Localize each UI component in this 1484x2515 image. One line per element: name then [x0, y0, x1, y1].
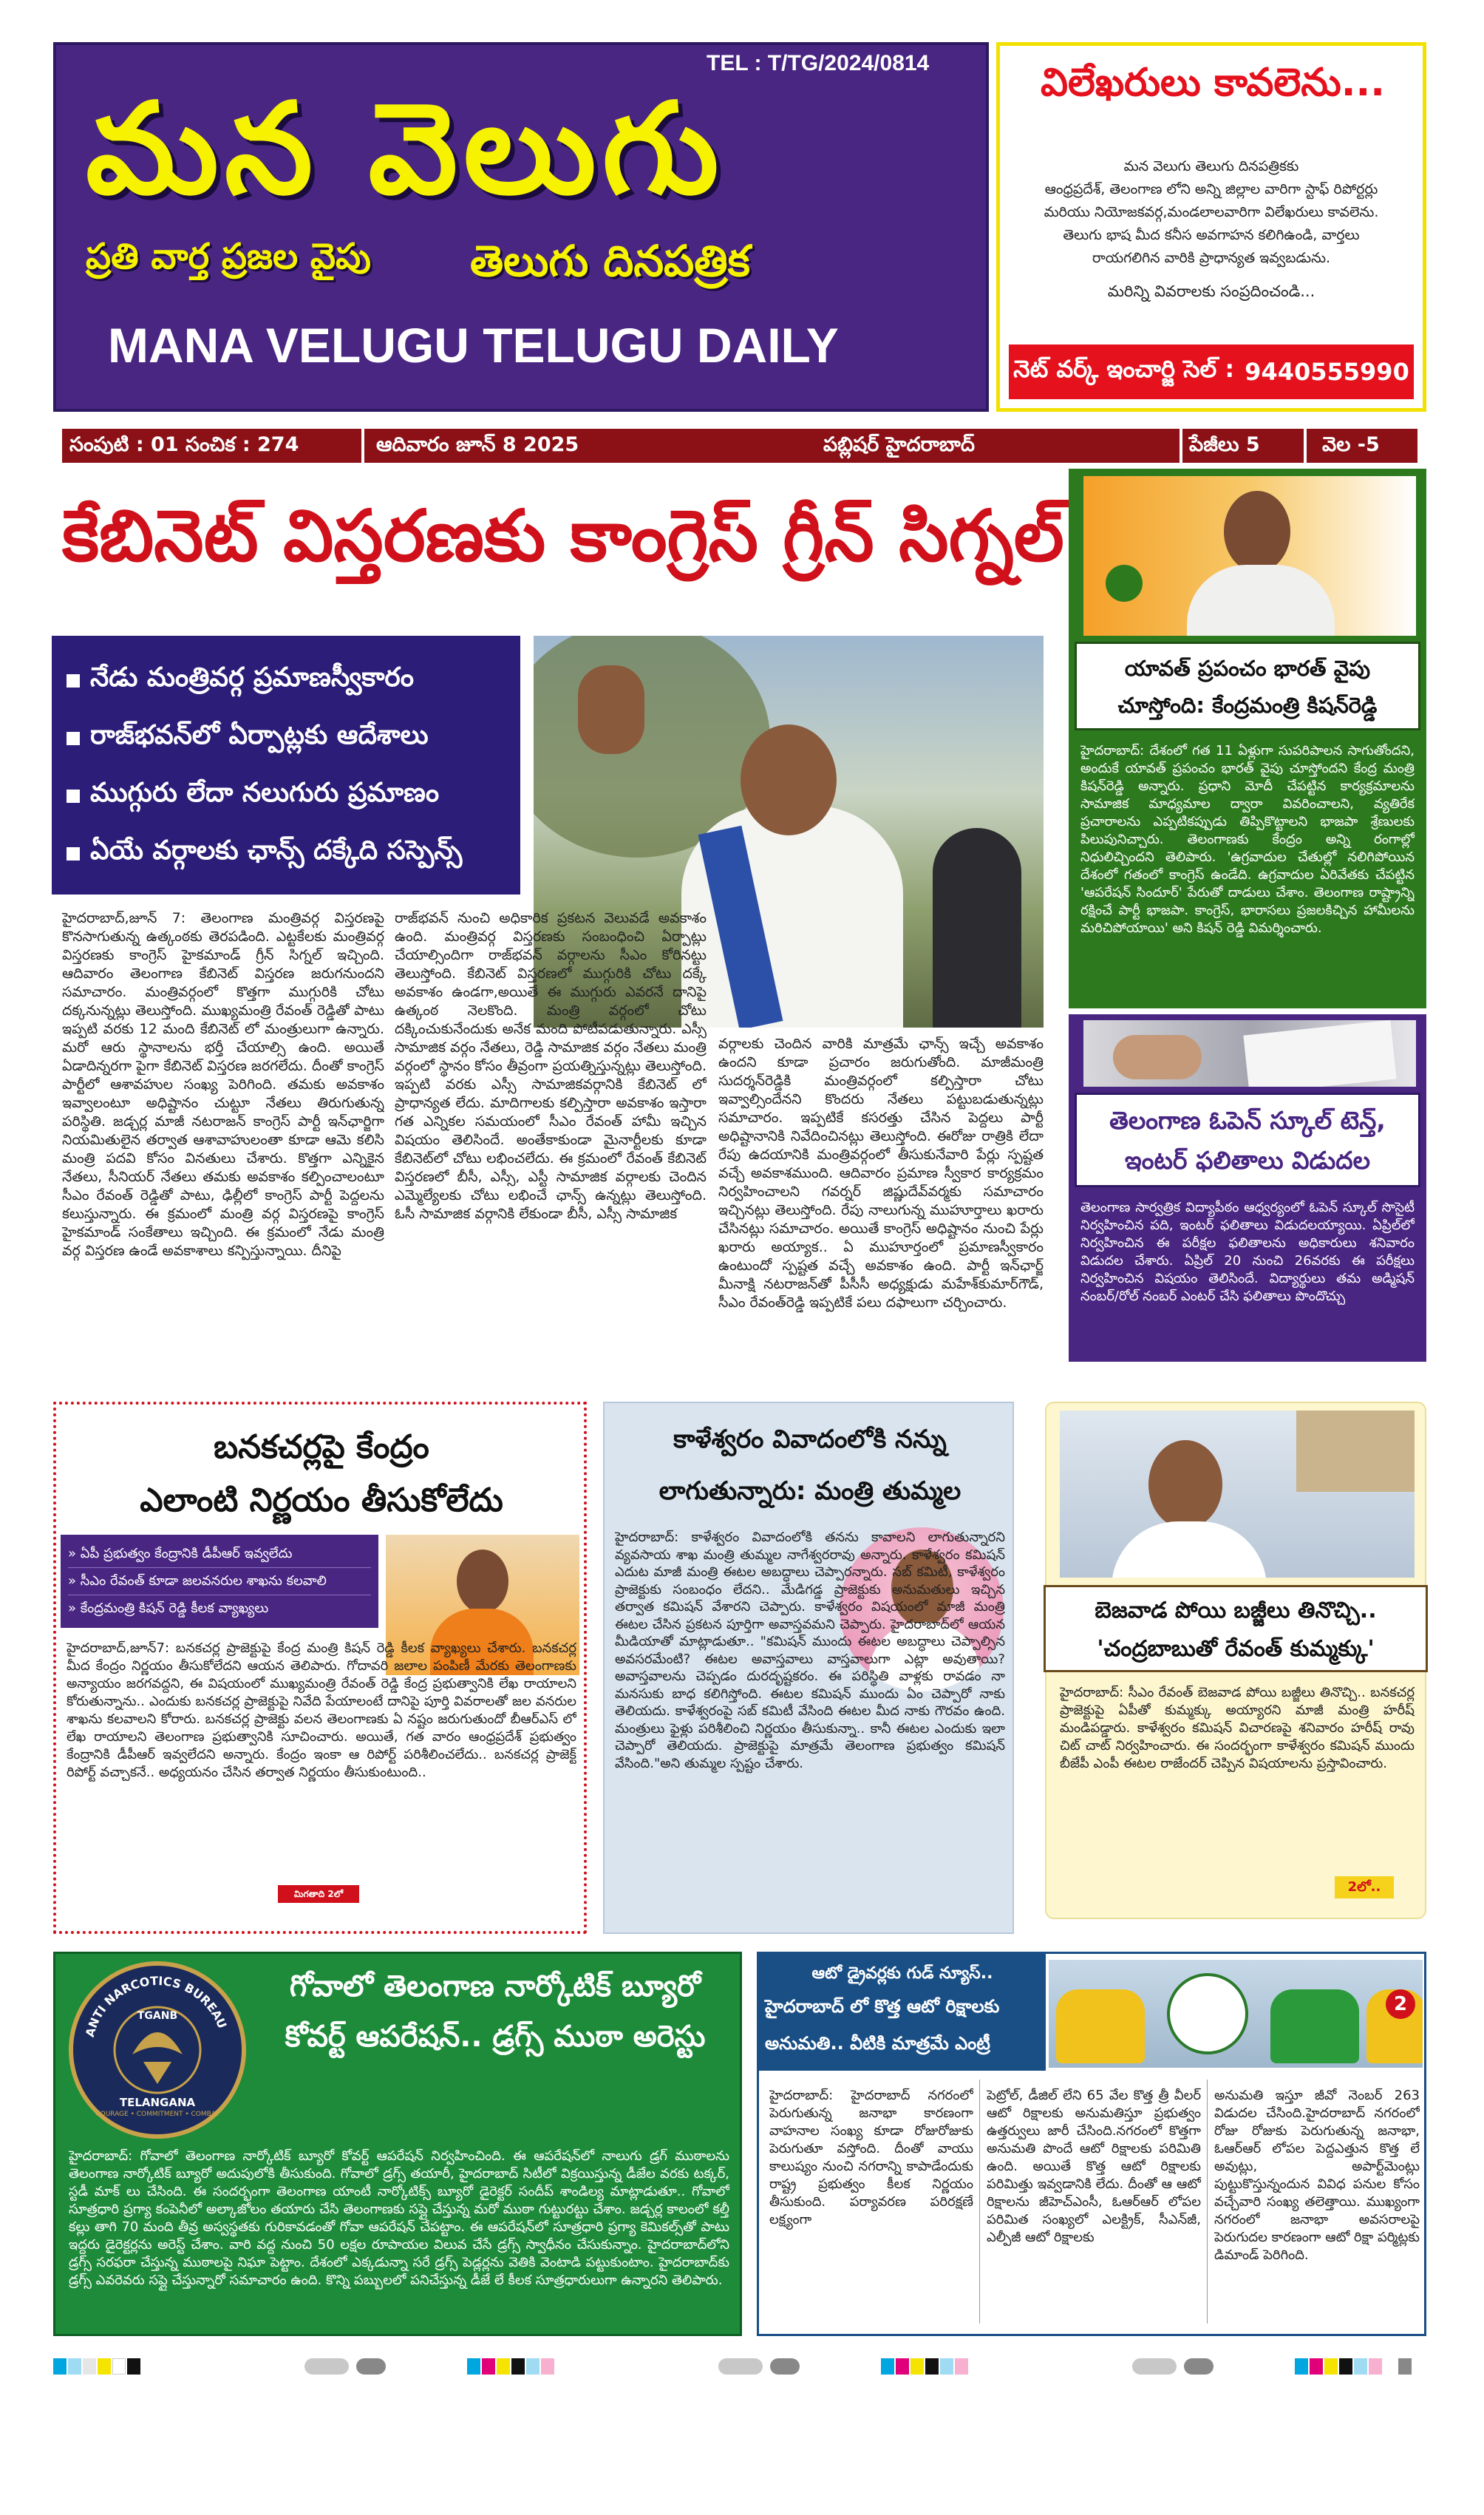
photo-person-body [1112, 1521, 1267, 1578]
auto-story [757, 1952, 1426, 2336]
kaleshwaram-headline-line: లాగుతున్నారు: మంత్రి తుమ్మల [658, 1476, 961, 1506]
bullet-square [67, 674, 80, 688]
color-swatch [511, 2358, 525, 2375]
kishan-body: హైదరాబాద్: దేశంలో గత 11 ఏళ్లుగా సుపరిపాలన సాగుతోందని, అందుకే యావత్ ప్రపంచం భారత్ వైపు చూస్తోందని కేంద్ర మంత్రి కిషన్‌రెడ్డి అన్నారు. ప్రధాని మోదీ చేపట్టిన కార్యక్రమాలను సామాజిక మాధ్యమాల ద్వారా వివరించాలని, వ్యతిరేక ప్రచారాలను ఎప్పటికప్పుడు తిప్పికొట్టాలని భాజపా శ్రేణులకు పిలుపునిచ్చారు. తెలంగాణకు కేంద్రం అన్ని రంగాల్లో నిధులిచ్చిందని తెలిపారు. 'ఉగ్రవాదుల చేతుల్లో నలిగిపోయిన దేశంలో గతంలో కాంగ్రెస్ ఉండేది. ఉగ్రవాదుల ఏరివేతకు చేపట్టిన 'ఆపరేషన్ సిందూర్' పేరుతో దాడులు చేశాం. తెలంగాణ రాష్ట్రాన్ని రక్షించే పార్టీ భాజపా. కాంగ్రెస్, భారాసలు ప్రజలకిచ్చిన హామీలను మరిచిపోయాయి' అని కిషన్ రెడ్డి విమర్శించారు. [1080, 743, 1415, 936]
kaleshwaram-headline-line: కాళేశ్వరం వివాదంలోకి నన్ను [673, 1425, 947, 1454]
color-swatch [467, 2358, 480, 2375]
color-swatch [98, 2358, 111, 2375]
color-swatch [53, 2358, 67, 2375]
auto-col1: హైదరాబాద్: హైదరాబాద్ నగరంలో పెరుగుతున్న జనాభా కారణంగా వాహనాల సంఖ్య కూడా రోజురోజుకు పెరుగుతూ వస్తోంది. దీంతో వాయు కాలుష్యం నుంచి నగరాన్ని కాపాడేందుకు రాష్ట్ర ప్రభుత్వం కీలక నిర్ణయం తీసుకుంది. పర్యావరణ పరిరక్షణే లక్ష్యంగా [769, 2088, 973, 2227]
newspaper-title: మన వెలుగు [86, 75, 725, 223]
masthead [53, 42, 989, 412]
issue-date: ఆదివారం జూన్ 8 2025 [376, 433, 579, 456]
kishan-story [1069, 469, 1426, 1008]
recruit-line: మరియు నియోజకవర్గ,మండలాలవారిగా విలేఖరులు కావలెను. [1044, 204, 1379, 220]
banakacherla-headline-line: ఎలాంటి నిర్ణయం తీసుకోలేదు [140, 1481, 503, 1519]
volume-issue: సంపుటి : 01 సంచిక : 274 [69, 433, 299, 456]
registration-dot [1184, 2358, 1214, 2375]
lead-col3 [718, 1035, 1044, 1360]
color-swatch [1354, 2358, 1367, 2375]
harish-headline-box [1044, 1585, 1428, 1672]
kaleshwaram-headline [612, 1413, 1008, 1517]
banakacherla-headline [61, 1421, 582, 1527]
recruitment-ad [996, 42, 1426, 412]
color-swatch [541, 2358, 554, 2375]
harish-body: హైదరాబాద్: సీఎం రేవంత్ బెజవాడ పోయి బజ్జీలు తినొచ్చి.. బనకచర్ల ప్రాజెక్టుపై ఏపీతో కుమ్మక్కు అయ్యారని మాజీ మంత్రి హరీష్ మండిపడ్డారు. కాళేశ్వరం కమిషన్ విచారణపై శనివారం హరీష్ రావు చిట్ చాట్ నిర్వహించారు. ఈ సందర్భంగా కాళేశ్వరం కమిషన్ ముందు బీజేపీ ఎంపీ ఈటల రాజేందర్ చెప్పిన విషయాలను ప్రస్తావించారు. [1060, 1685, 1415, 1771]
photo-hand [1113, 1035, 1202, 1079]
kishan-headline: చూస్తోంది: కేంద్రమంత్రి కిషన్‌రెడ్డి [1117, 693, 1378, 718]
recruit-line: ఆంధ్రప్రదేశ్, తెలంగాణ లోని అన్ని జిల్లాల వారిగా స్టాఫ్ రిపోర్టర్లు [1044, 181, 1378, 197]
color-swatch [940, 2358, 953, 2375]
auto-col3: అనుమతి ఇస్తూ జీవో నెంబర్ 263 విడుదల చేసింది.హైదరాబాద్ నగరంలో రోజు రోజుకు పెరుగుతున్న జనాభా, ఓఆర్ఆర్ లోపల పెద్దఎత్తున కొత్త లే అవుట్లు, అపార్ట్‌మెంట్లు పుట్టుకొస్తున్నందున వివిధ పనుల కోసం వచ్చేవారి సంఖ్య తలెత్తాయి. ముఖ్యంగా నగరంలో జనాభా అవసరాలపై పెరుగుదల కారణంగా ఆటో రిక్షా పర్మిట్లకు డిమాండ్ పెరిగింది. [1214, 2088, 1420, 2263]
banakacherla-body: హైదరాబాద్,జూన్7: బనకచర్ల ప్రాజెక్టుపై కేంద్ర మంత్రి కిషన్ రెడ్డి కీలక వ్యాఖ్యలు చేశారు. బనకచర్ల మీద కేంద్రం నిర్ణయం తీసుకోలేదని ఆయన తెలిపారు. గోదావరి జలాల పంపిణీ మేరకు తెలంగాణకు అన్యాయం జరగవద్దని, ఈ విషయంలో ముఖ్యమంత్రి రేవంత్ రెడ్డి కేంద్ర ప్రభుత్వానికి లేఖ రాయాలని కోరుతున్నాను.. ఎందుకు బనకచర్ల ప్రాజెక్టుపై నివేది పేయాలంటే దానిపై పూర్తి వివరాలతో జల వనరుల శాఖను కలవాలని కోరారు. బనకచర్ల ప్రాజెక్టు వలన తెలంగాణకు ఏ నష్టం జరుగుతుందో బీఆర్ఎస్ లో లేఖ రాయాలని తెలంగాణ ప్రభుత్వానికి సూచించారు. అయితే, గత వారం ఆంధ్రప్రదేశ్ ప్రభుత్వం కేంద్రానికి డీపీఆర్ ఇవ్వలేదని అన్నారు. కేంద్రం ఇంకా ఆ రిపోర్ట్ పరిశీలించలేదు.. బనకచర్ల ప్రాజెక్ట్ రిపోర్ట్ వచ్చాకనే.. అధ్యయనం చేసిన తర్వాత నిర్ణయం తీసుకుంటుంది.. [67, 1640, 576, 1780]
auto-kicker: ఆటో డ్రైవర్లకు గుడ్ న్యూస్.. [811, 1964, 993, 1983]
harish-headline: 'చంద్రబాబుతో రేవంత్ కుమ్మక్కు' [1097, 1636, 1375, 1662]
photo-person-body [1187, 565, 1335, 636]
color-swatch [955, 2358, 968, 2375]
auto-photo [1049, 1960, 1423, 2068]
color-swatch [1398, 2358, 1412, 2375]
auto-rickshaw [1270, 1989, 1359, 2063]
column-rule [1207, 2080, 1208, 2324]
auto-col2: పెట్రోల్, డీజిల్ లేని 65 వేల కొత్త త్రీ వీలర్ ఆటో రిక్షాలకు అనుమతిస్తూ ప్రభుత్వం ఉత్తర్వులు జారీ చేసింది.నగరంలో కొత్తగా అనుమతి పొందే ఆటో రిక్షాలకు పరిమితి ఉంది. అయితే కొత్త ఆటో రిక్షాలకు పరిమిత్తు ఇవ్వడానికి లేదు. దీంతో ఆ ఆటో రిక్షాలను జీహెచ్ఎంసీ, ఓఆర్ఆర్ లోపల పరిమిత సంఖ్యలో ఎలక్ట్రిక్, సీఎన్‌జీ, ఎల్పీజీ ఆటో రిక్షాలకు [987, 2088, 1201, 2245]
tagline-left: ప్రతి వార్త ప్రజల వైపు [86, 236, 371, 277]
publisher: పబ్లిషర్ హైదరాబాద్ [823, 433, 975, 456]
banakacherla-bullet: » సీఎం రేవంత్ కూడా జలవనరుల శాఖను కలవాలి [68, 1568, 371, 1595]
color-swatch [497, 2358, 510, 2375]
anb-logo-ring-text: ANTI NARCOTICS BUREAU [82, 1973, 230, 2039]
recruit-contact: మరిన్ని వివరాలకు సంప్రదించండి... [1107, 282, 1315, 300]
column-rule [979, 2080, 980, 2324]
photo-person-2 [933, 828, 1021, 1028]
telangana-emblem-icon [1167, 1973, 1248, 2054]
lead-text: రాజ్‌భవన్ నుంచి అధికారిక ప్రకటన వెలువడే అవకాశం ఉంది. మంత్రివర్గ విస్తరణకు సంబంధించి ఏర్పాట్లు చేయాల్సిందిగా రాజ్‌భవన్ వర్గాలను సీఎం కోరినట్టు తెలుస్తోంది. కేబినెట్ విస్తరణలో ముగ్గురికి చోటు దక్కే అవకాశం ఉండగా,అయితే ఈ ముగ్గురు ఎవరనే దానిపై ఉత్కంఠ నెలకొంది. మంత్రి వర్గంలో చోటు దక్కించుకునేందుకు అనేక మంది పోటీపడుతున్నారు. ఎస్సీ సామాజిక వర్గం నేతలు, రెడ్డి సామాజిక వర్గం నేతలు మంత్రి వర్గంలో స్థానం కోసం తీవ్రంగా ప్రయత్నిస్తున్నట్లు తెలుస్తోంది. ఇప్పటి వరకు ఎస్సీ సామాజికవర్గానికి కేబినెట్ లో ప్రాధాన్యత లేదు. మాదిగాలకు కల్పిస్తారా అవకాశం ఇస్తారా గత ఎన్నికల సమయంలో సీఎం రేవంత్ హామీ ఇచ్చిన విషయం తెలిసిందే. అంతేకాకుండా మైనార్టీలకు కూడా కేబినెట్‌లో చోటు లభించలేదు. ఈ క్రమంలో రేవంత్ కేబినెట్ విస్తరణలో బీసీ, ఎస్సీ, ఎస్టీ సామాజిక వర్గాలకు చెందిన ఎమ్మెల్యేలకు చోటు లభించే ఛాన్స్ ఉన్నట్లు తెలుస్తోంది. ఓసీ సామాజిక వర్గానికి లేకుండా బీసీ, ఎస్సీ సామాజిక [395, 910, 707, 1222]
page-count: పేజీలు 5 [1189, 433, 1260, 456]
price: వెల -5 [1322, 433, 1380, 456]
open-school-headline: ఇంటర్ ఫలితాలు విడుదల [1124, 1146, 1371, 1175]
auto-headline-line: హైదరాబాద్ లో కొత్త ఆటో రిక్షాలకు [765, 1996, 1000, 2017]
phone-number[interactable]: 9440555990 [1245, 358, 1409, 386]
goa-headline-line: గోవాలో తెలంగాణ నార్కోటిక్ బ్యూరో [289, 1969, 701, 2003]
color-swatch [881, 2358, 894, 2375]
anb-logo [69, 1961, 246, 2139]
photo-person-head [1148, 1440, 1222, 1529]
open-school-body: తెలంగాణ సార్వత్రిక విద్యాపీఠం ఆధ్వర్యంలో ఓపెన్ స్కూల్ సొసైటీ నిర్వహించిన పది, ఇంటర్ ఫలితాలు విడుదలయ్యాయి. ఏప్రిల్‌లో నిర్వహించిన ఈ పరీక్షల ఫలితాలను అధికారులు శనివారం విడుదల చేశారు. ఏప్రిల్ 20 నుంచి 26వరకు ఈ పరీక్షలు నిర్వహించిన విషయం తెలిసిందే. విద్యార్థులు తమ అడ్మిషన్ నంబర్/రోల్ నంబర్ ఎంటర్ చేసి ఫలితాలు పొందొచ్చు [1080, 1200, 1415, 1304]
lead-bullet: ముగ్గురు లేదా నలుగురు ప్రమాణం [90, 778, 440, 808]
recruit-line: మన వెలుగు తెలుగు దినపత్రికకు [1123, 158, 1299, 174]
goa-body: హైదరాబాద్: గోవాలో తెలంగాణ నార్కోటిక్ బ్యూరో కోవర్ట్ ఆపరేషన్ నిర్వహించింది. ఈ ఆపరేషన్‌లో నాలుగు డ్రగ్ ముఠాలను తెలంగాణ నార్కోటిక్ బ్యూరో అదుపులోకి తీసుకుంది. గోవాలో డ్రగ్స్ తయారీ, హైదరాబాద్ సిటీలో విక్రయిస్తున్న డీజేల వరకు టక్కర్, స్టడీ మాక్ లు చేసింది. ఈ సందర్భంగా తెలంగాణ యాంటీ నార్కోటిక్స్ బ్యూరో డైరెక్టర్ సందీప్ శాండిల్య మాట్లాడుతూ.. గోవాలో సూత్రధారి ప్రగ్యా కంపెనీలో అల్కాజోలం తయారు చేసి తెలంగాణకు సప్లై చేస్తున్న మరో ముఠా గుట్టురట్టు చేశాం. జడ్చర్ల కాలంలో కల్తీ కల్లు తాగి 70 మంది తీవ్ర అస్వస్థతకు గురికావడంతో గోవా ఆపరేషన్ చేపట్టాం. ఈ ఆపరేషన్‌లో సూత్రధారి ప్రగ్యా కెమికల్స్‌తో పాటు ఇద్దరు డైరెక్టర్లను అరెస్ట్ చేశాం. వారి వద్ద నుంచి 50 లక్షల రూపాయల విలువ చేసే డ్రగ్స్ స్వాధీనం చేసుకున్నాం. హైదరాబాద్‌లోని డ్రగ్స్ సరఫరా చేస్తున్న ముఠాలపై నిఘా పెట్టాం. దేశంలో ఎక్కడున్నా సరే డ్రగ్స్ పెడ్లర్లను వెతికి వెంటాడి పట్టుకుంటాం. హైదరాబాద్‌కు డ్రగ్స్ ఎవరెవరు సప్లై చేస్తున్నారో సమాచారం ఉంది. కొన్ని పబ్బులలో పనిచేస్తున్న డీజే లే కీలక సూత్రధారులుగా ఉన్నారని తెలిపారు. [69, 2148, 729, 2288]
recruit-line: తెలుగు భాష మీద కనీస అవగాహన కలిగిఉండి, వార్తలు [1063, 227, 1360, 243]
recruit-line: రాయగలిగిన వారికి ప్రాధాన్యత ఇవ్వబడును. [1092, 250, 1331, 266]
recruit-heading: విలేఖరులు కావలెను... [1041, 61, 1385, 105]
color-swatch [83, 2358, 96, 2375]
color-swatch [1324, 2358, 1338, 2375]
banakacherla-headline-line: బనకచర్లపై కేంద్రం [214, 1428, 429, 1466]
lead-text: వర్గాలకు చెందిన వారికి మాత్రమే ఛాన్స్ ఇచ్చే అవకాశం ఉందని కూడా ప్రచారం జరుగుతోంది. మాజీమంత్రి సుదర్శన్‌రెడ్డికి మంత్రివర్గంలో కల్పిస్తారా చోటు ఇవ్వాల్సిందేనని కొందరు నేతలు పట్టుబడుతున్నట్లు సమాచారం. ఇప్పటికే కసరత్తు చేసిన పెద్దలు పార్టీ అధిష్టానానికి నివేదించినట్లు తెలుస్తోంది. ఈరోజు రాత్రికి లేదా రేపు ఉదయానికి మంత్రివర్గంలో తీసుకునేవారి పేర్లు స్పష్టత వచ్చే అవకాశముంది. ఆదివారం ప్రమాణ స్వీకార కార్యక్రమం నిర్వహించాలని గవర్నర్ జిష్ణుదేవ్‌వర్మకు సమాచారం ఇచ్చినట్లు తెలుస్తోంది. రేపు నాలుగున్న ముహూర్తాలు ఖరారు చేసినట్లు సమాచారం. అయితే కాంగ్రెస్ అధిష్టానం నుంచి పేర్లు ఖరారు అయ్యాక.. ఏ ముహూర్తంలో ప్రమాణస్వీకారం ఉంటుందో స్పష్టత వచ్చే అవకాశం ఉంది. పార్టీ ఇన్‌ఛార్జ్ మీనాక్షి నటరాజన్‌తో పీసీసీ అధ్యక్షుడు మహేశ్‌కుమార్‌గౌడ్, సీఎం రేవంత్‌రెడ్డి ఇప్పటికే పలు దఫాలుగా చర్చించారు. [718, 1036, 1044, 1311]
separator [361, 429, 364, 463]
registration-number: TEL : T/TG/2024/0814 [707, 51, 930, 75]
continued-tag: 2లో.. [1335, 1876, 1394, 1898]
english-name: MANA VELUGU TELUGU DAILY [108, 318, 839, 373]
info-bar [62, 429, 1417, 463]
kaleshwaram-story [603, 1402, 1014, 1934]
color-swatch [482, 2358, 495, 2375]
print-color-bar [53, 2358, 1426, 2376]
open-school-photo [1083, 1020, 1416, 1087]
bullet-square [67, 732, 80, 745]
open-school-headline-box [1075, 1093, 1420, 1187]
bullet-square [67, 790, 80, 803]
inset-photo [1296, 1411, 1415, 1492]
banakacherla-story [53, 1402, 587, 1934]
separator [1304, 429, 1307, 463]
harish-story [1045, 1402, 1426, 1919]
lead-col1 [62, 909, 384, 1360]
lead-bullet-box [52, 636, 520, 895]
kishan-photo [1083, 476, 1416, 636]
banakacherla-bullet: » కేంద్రమంత్రి కిషన్ రెడ్డి కీలక వ్యాఖ్యలు [68, 1601, 269, 1616]
recruit-phone-bar [1009, 345, 1414, 399]
banakacherla-bullet-box [61, 1535, 378, 1628]
tagline-right: తెలుగు దినపత్రిక [470, 236, 750, 286]
photo-person-head [1224, 491, 1290, 572]
color-swatch [526, 2358, 540, 2375]
photo-hand [578, 665, 644, 754]
photo-person-head [457, 1550, 508, 1613]
color-swatch [68, 2358, 81, 2375]
continued-tag: మిగతాది 2లో [278, 1885, 359, 1903]
goa-headline [255, 1961, 735, 2062]
photo-lotus-icon [1106, 565, 1143, 602]
color-swatch [1339, 2358, 1352, 2375]
photo-paper [1243, 1020, 1396, 1087]
banakacherla-bullet: » ఏపీ ప్రభుత్వం కేంద్రానికి డీపీఆర్ ఇవ్వలేదు [68, 1541, 371, 1568]
open-school-headline: తెలంగాణ ఓపెన్ స్కూల్ టెన్త్, [1109, 1106, 1386, 1135]
color-swatch [1295, 2358, 1308, 2375]
separator [1180, 429, 1182, 463]
auto-rickshaw [1056, 1989, 1145, 2063]
kishan-headline-box [1075, 642, 1420, 730]
lead-text: హైదరాబాద్,జూన్ 7: తెలంగాణ మంత్రివర్గ విస్తరణపై కొనసాగుతున్న ఉత్కంఠకు తెరపడింది. ఎట్టకేలకు మంత్రివర్గ విస్తరణకు కాంగ్రెస్ హైకమాండ్ గ్రీన్ సిగ్నల్ ఇచ్చింది. ఆదివారం తెలంగాణ కేబినెట్ విస్తరణ జరుగనుందని సమాచారం. మంత్రివర్గంలో కొత్తగా ముగ్గురికి చోటు దక్కనున్నట్లు తెలుస్తోంది. ముఖ్యమంత్రి రేవంత్ రెడ్డితో పాటు ఇప్పటి వరకు 12 మంది కేబినెట్ లో మంత్రులుగా ఉన్నారు. మరో ఆరు స్థానాలను భర్తీ చేయాల్సి ఉంది. అయితే ఏడాదిన్నరగా పైగా కేబినెట్ విస్తరణ జరగలేదు. దీంతో కాంగ్రెస్ పార్టీలో ఆశావహుల సంఖ్య పెరిగింది. తమకు అవకాశం ఇవ్వాలంటూ అధిష్టానం చుట్టూ నేతలు తిరుగుతున్న పరిస్థితి. జడ్చర్ల మాజీ నటరాజన్ కాంగ్రెస్ పార్టీ ఇన్‌ఛార్జిగా నియమితులైన తర్వాత ఆశావాహులంతా కూడా ఆమె కలిసి మంత్రి పదవి కోసం వినతులు చేశారు. కొత్తగా ఎన్నికైన నేతలు, సీనియర్ నేతలు తమకు అవకాశం కల్పించాలంటూ సీఎం రేవంత్ రెడ్డితో పాటు, ఢిల్లీలో కాంగ్రెస్ పార్టీ పెద్దలను కలుస్తున్నారు. ఈ క్రమంలో మంత్రి వర్గ విస్తరణపై కాంగ్రెస్ హైకమాండ్ సంకేతాలు ఇచ్చింది. ఈ క్రమంలో నేడు మంత్రి వర్గ విస్తరణ ఉండే అవకాశాలు కన్పిస్తున్నాయి. దీనిపై [62, 910, 384, 1259]
goa-headline-line: కోవర్ట్ ఆపరేషన్.. డ్రగ్స్ ముఠా అరెస్టు [285, 2020, 706, 2054]
phone-label: నెట్ వర్క్ ఇంచార్జి సెల్ : [1013, 355, 1235, 383]
color-swatch [1369, 2358, 1382, 2375]
color-swatch [925, 2358, 939, 2375]
kishan-headline: యావత్ ప్రపంచం భారత్ వైపు [1124, 656, 1371, 681]
color-swatch [127, 2358, 140, 2375]
photo-person-head [741, 724, 837, 835]
color-swatch [896, 2358, 909, 2375]
auto-headline-line: అనుమతి.. వీటికి మాత్రమే ఎంట్రీ [765, 2033, 990, 2054]
lead-headline: కేబినెట్ విస్తరణకు కాంగ్రెస్ గ్రీన్ సిగ్నల్ [62, 495, 1064, 577]
lead-bullet: నేడు మంత్రివర్గ ప్రమాణస్వీకారం [90, 662, 415, 693]
goa-story [53, 1952, 742, 2336]
anb-logo-state: TELANGANA [119, 2096, 196, 2109]
photo-number-badge: 2 [1386, 1989, 1415, 2019]
color-swatch [112, 2358, 126, 2375]
registration-dot [1132, 2358, 1177, 2375]
anb-logo-code: TGANB [137, 2010, 178, 2022]
harish-headline: బెజవాడ పోయి బజ్జీలు తినొచ్చి.. [1095, 1598, 1377, 1623]
registration-dot [718, 2358, 763, 2375]
color-swatch [911, 2358, 924, 2375]
registration-dot [770, 2358, 800, 2375]
auto-headline-box [759, 1954, 1046, 2071]
lead-col2 [395, 909, 707, 1360]
lead-bullet: రాజ్‌భవన్‌లో ఏర్పాట్లకు ఆదేశాలు [90, 720, 429, 750]
bullet-square [67, 847, 80, 861]
open-school-story [1069, 1014, 1426, 1362]
recruit-body [1015, 155, 1408, 303]
anb-logo-motto: COURAGE • COMMITMENT • COMBAT [95, 2111, 219, 2118]
color-swatch [1310, 2358, 1323, 2375]
harish-photo [1060, 1411, 1415, 1578]
registration-dot [304, 2358, 349, 2375]
lead-bullet: ఏయే వర్గాలకు ఛాన్స్ దక్కేది సస్పెన్స్ [90, 835, 463, 866]
kaleshwaram-body: హైదరాబాద్: కాళేశ్వరం వివాదంలోకి తనను కావాలని లాగుతున్నారని వ్యవసాయ శాఖ మంత్రి తుమ్మల నాగేశ్వరరావు అన్నారు. కాళేశ్వరం కమిషన్ ఎదుట మాజీ మంత్రి ఈటల అబద్ధాలు చెప్పారన్నారు. సబ్ కమిటీ, కాళేశ్వరం ప్రాజెక్టుకు సంబంధం లేదని.. మేడిగడ్డ ప్రాజెక్టుకు అనుమతులు ఇచ్చిన తర్వాత కమిషన్ వేశారని చెప్పారు. కాళేశ్వరం విషయంలో మాజీ మంత్రి ఈటల చేసిన ప్రకటన పూర్తిగా అవాస్తవమని చెప్పారు. హైదరాబాద్‌లో ఆయన మీడియాతో మాట్లాడుతూ.. "కమిషన్ ముందు ఈటల అబద్ధాలు చెప్పాల్సిన అవసరమేంటి? ఈటల అవాస్తవాలు వాస్తవాలుగా ఎట్లా అవుతాయి? అవాస్తవాలను చెప్పడం దురదృష్టకరం. ఈ పరిస్థితి వాళ్లకు రావడం నా మనసుకు బాధ కలిగిస్తోంది. ఈటల కమిషన్ ముందు ఏం చెప్పారో నాకు తెలియదు. కాళేశ్వరంపై సబ్ కమిటీ వేసింది ఈటల మీద నాకు గౌరవం ఉంది. మంత్రులు ఫైళ్లు పరిశీలించి నిర్ణయం తీసుకున్నా.. కానీ ఈటల ఎందుకు ఇలా చెప్పారో తెలియదు. ప్రాజెక్టుపై మాత్రమే తెలంగాణ ప్రభుత్వం కమిషన్ వేసింది."అని తుమ్మల స్పష్టం చేశారు. [615, 1530, 1005, 1771]
registration-dot [356, 2358, 386, 2375]
